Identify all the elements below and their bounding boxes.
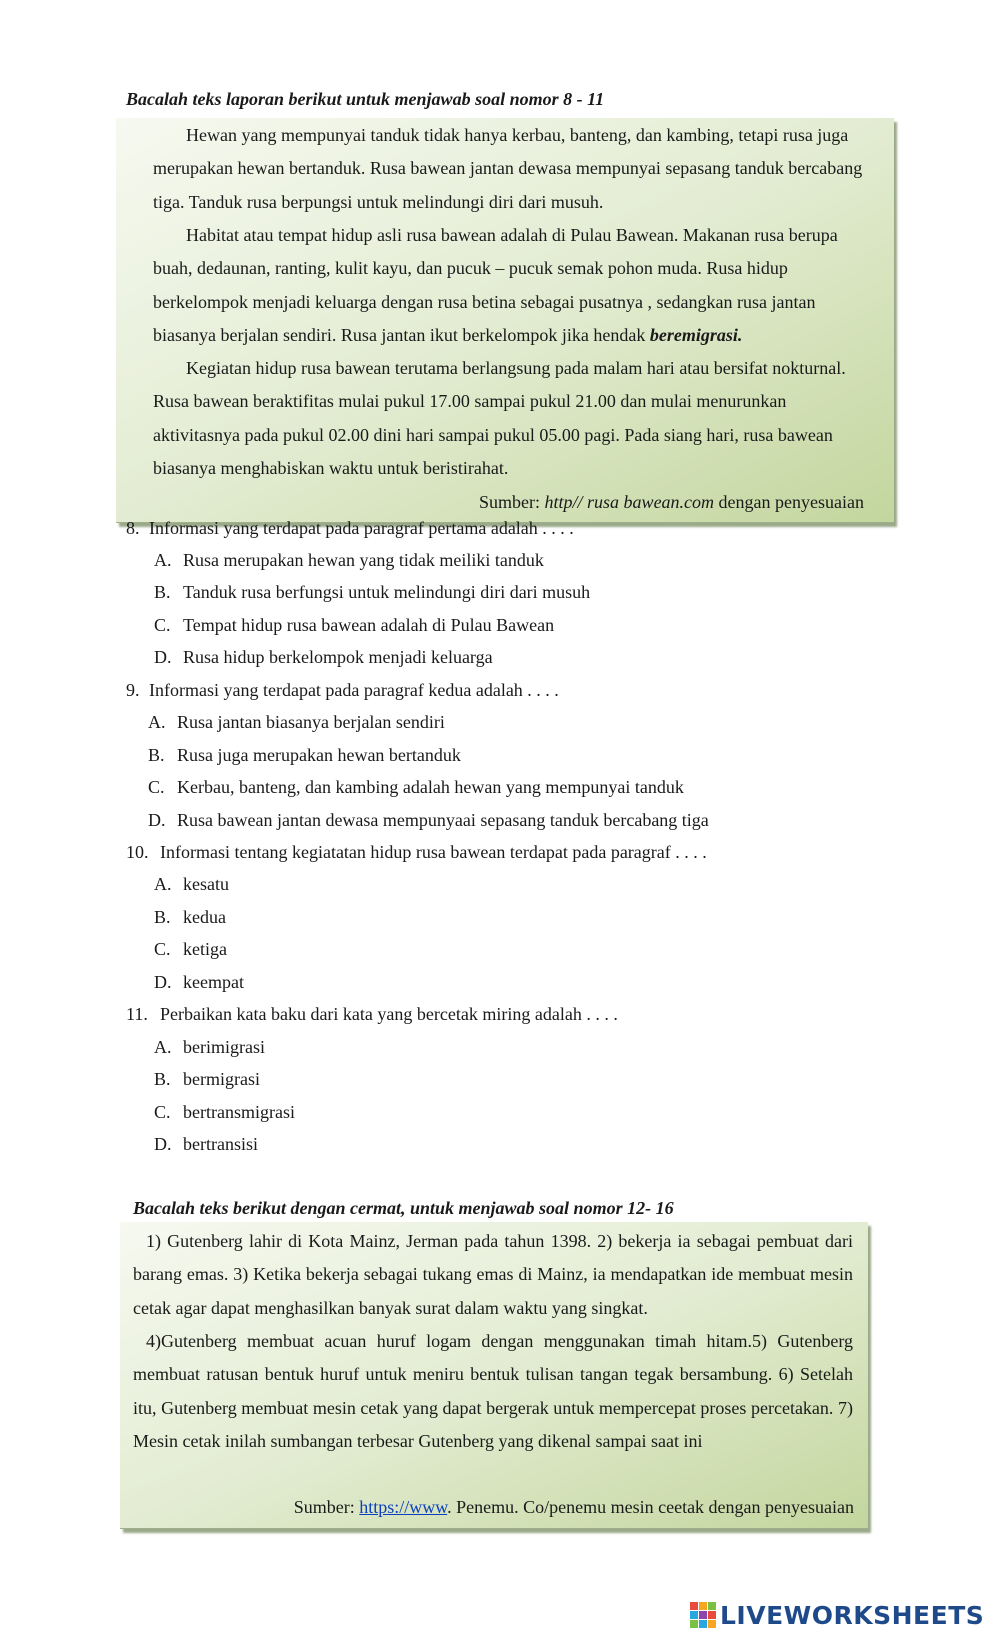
reading1-paragraph-3: Kegiatan hidup rusa bawean terutama berlangsung pada malam hari atau bersifat nokturnal. Rusa bawean beraktifitas mulai pukul 17.00 sampai pukul 21.00 dan mulai menurunkan aktivitasnya pada pukul 02.00 dini hari sampai pukul 05.00 pagi. Pada siang hari, rusa bawean biasanya menghabiskan waktu untuk beristirahat.	[153, 358, 846, 479]
question-9-option-a[interactable]	[148, 711, 445, 733]
reading1-textbox	[116, 118, 894, 523]
option-text: Rusa bawean jantan dewasa mempunyaai sepasang tanduk bercabang tiga	[177, 810, 709, 830]
source-label: Sumber:	[479, 492, 541, 512]
liveworksheets-logo-icon	[690, 1602, 716, 1628]
option-letter: C.	[154, 939, 171, 959]
option-text: bertransmigrasi	[183, 1102, 295, 1122]
option-text: keempat	[183, 972, 244, 992]
reading2-paragraph-1: 1) Gutenberg lahir di Kota Mainz, Jerman pada tahun 1398. 2) bekerja ia sebagai pembuat dari barang emas. 3) Ketika bekerja sebagai tukang emas di Mainz, ia mendapatkan ide membuat mesin cetak agar dapat menghasilkan banyak surat dalam waktu yang singkat.	[133, 1231, 853, 1318]
reading2-source	[294, 1495, 854, 1519]
option-text: bertransisi	[183, 1134, 258, 1154]
option-letter: C.	[154, 1102, 171, 1122]
option-text: kedua	[183, 907, 226, 927]
option-letter: B.	[154, 1069, 171, 1089]
question-text: Perbaikan kata baku dari kata yang bercetak miring adalah . . . .	[160, 1004, 618, 1024]
question-8-option-b[interactable]	[154, 581, 590, 603]
reading1-source	[479, 490, 864, 514]
option-text: Rusa merupakan hewan yang tidak meiliki tanduk	[183, 550, 544, 570]
option-text: Kerbau, banteng, dan kambing adalah hewan yang mempunyai tanduk	[177, 777, 684, 797]
option-letter: D.	[154, 972, 172, 992]
option-text: Rusa jantan biasanya berjalan sendiri	[177, 712, 445, 732]
question-number: 11.	[126, 1004, 148, 1024]
option-text: berimigrasi	[183, 1037, 265, 1057]
question-9-option-b[interactable]	[148, 744, 461, 766]
question-10	[126, 841, 707, 863]
option-text: bermigrasi	[183, 1069, 260, 1089]
question-8-option-a[interactable]	[154, 549, 544, 571]
source-label: Sumber:	[293, 1497, 355, 1517]
question-8-option-c[interactable]	[154, 614, 554, 636]
option-text: kesatu	[183, 874, 229, 894]
question-8-option-d[interactable]	[154, 646, 493, 668]
option-letter: A.	[154, 874, 172, 894]
question-number: 9.	[126, 680, 140, 700]
question-text: Informasi yang terdapat pada paragraf pertama adalah . . . .	[149, 518, 574, 538]
option-letter: A.	[154, 550, 172, 570]
source-url: http// rusa bawean.com	[544, 492, 715, 512]
reading1-paragraph-2-text: Habitat atau tempat hidup asli rusa bawean adalah di Pulau Bawean. Makanan rusa berupa buah, dedaunan, ranting, kulit kayu, dan pucuk – pucuk semak pohon muda. Rusa hidup berkelompok menjadi keluarga dengan rusa betina sebagai pusatnya , sedangkan rusa jantan biasanya berjalan sendiri. Rusa jantan ikut berkelompok jika hendak	[153, 225, 838, 346]
question-11-option-b[interactable]	[154, 1068, 260, 1090]
option-text: Tempat hidup rusa bawean adalah di Pulau Bawean	[183, 615, 555, 635]
question-11-option-d[interactable]	[154, 1133, 258, 1155]
question-9	[126, 679, 559, 701]
reading1-paragraph-2	[153, 219, 875, 353]
question-9-option-c[interactable]	[148, 776, 684, 798]
reading1-paragraph-1: Hewan yang mempunyai tanduk tidak hanya kerbau, banteng, dan kambing, tetapi rusa juga merupakan hewan bertanduk. Rusa bawean jantan dewasa mempunyai sepasang tanduk bercabang tiga. Tanduk rusa berpungsi untuk melindungi diri dari musuh.	[153, 125, 863, 212]
option-text: Rusa hidup berkelompok menjadi keluarga	[183, 647, 493, 667]
option-text: Rusa juga merupakan hewan bertanduk	[177, 745, 461, 765]
question-10-option-c[interactable]	[154, 938, 227, 960]
emphasized-word: beremigrasi.	[649, 325, 743, 346]
reading1-heading: Bacalah teks laporan berikut untuk menjawab soal nomor 8 - 11	[126, 89, 605, 109]
reading2-heading: Bacalah teks berikut dengan cermat, untuk menjawab soal nomor 12- 16	[133, 1198, 674, 1218]
reading2-textbox	[120, 1222, 868, 1529]
liveworksheets-logo	[690, 1600, 984, 1630]
source-suffix: . Penemu. Co/penemu mesin ceetak dengan penyesuaian	[447, 1497, 854, 1517]
option-letter: D.	[148, 810, 166, 830]
question-8	[126, 517, 574, 539]
source-link[interactable]: https://www	[359, 1497, 448, 1517]
option-text: ketiga	[183, 939, 227, 959]
question-10-option-d[interactable]	[154, 971, 244, 993]
option-text: Tanduk rusa berfungsi untuk melindungi diri dari musuh	[183, 582, 591, 602]
question-10-option-b[interactable]	[154, 906, 226, 928]
question-11-option-c[interactable]	[154, 1101, 295, 1123]
source-suffix: dengan penyesuaian	[718, 492, 864, 512]
option-letter: B.	[154, 582, 171, 602]
option-letter: B.	[148, 745, 165, 765]
question-number: 10.	[126, 842, 149, 862]
liveworksheets-logo-text: LIVEWORKSHEETS	[720, 1600, 985, 1630]
option-letter: A.	[148, 712, 166, 732]
question-text: Informasi yang terdapat pada paragraf kedua adalah . . . .	[149, 680, 559, 700]
option-letter: D.	[154, 1134, 172, 1154]
option-letter: C.	[154, 615, 171, 635]
option-letter: A.	[154, 1037, 172, 1057]
option-letter: C.	[148, 777, 165, 797]
question-11-option-a[interactable]	[154, 1036, 265, 1058]
reading2-paragraph-2: 4)Gutenberg membuat acuan huruf logam dengan menggunakan timah hitam.5) Gutenberg membuat ratusan bentuk huruf untuk meniru bentuk tulisan tangan tegak bersambung. 6) Setelah itu, Gutenberg membuat mesin cetak yang dapat bergerak untuk mempercepat proses percetakan. 7) Mesin cetak inilah sumbangan terbesar Gutenberg yang dikenal sampai saat ini	[133, 1331, 853, 1451]
question-9-option-d[interactable]	[148, 809, 709, 831]
option-letter: B.	[154, 907, 171, 927]
question-10-option-a[interactable]	[154, 873, 229, 895]
option-letter: D.	[154, 647, 172, 667]
question-number: 8.	[126, 518, 140, 538]
question-text: Informasi tentang kegiatatan hidup rusa bawean terdapat pada paragraf . . . .	[160, 842, 707, 862]
question-11	[126, 1003, 618, 1025]
